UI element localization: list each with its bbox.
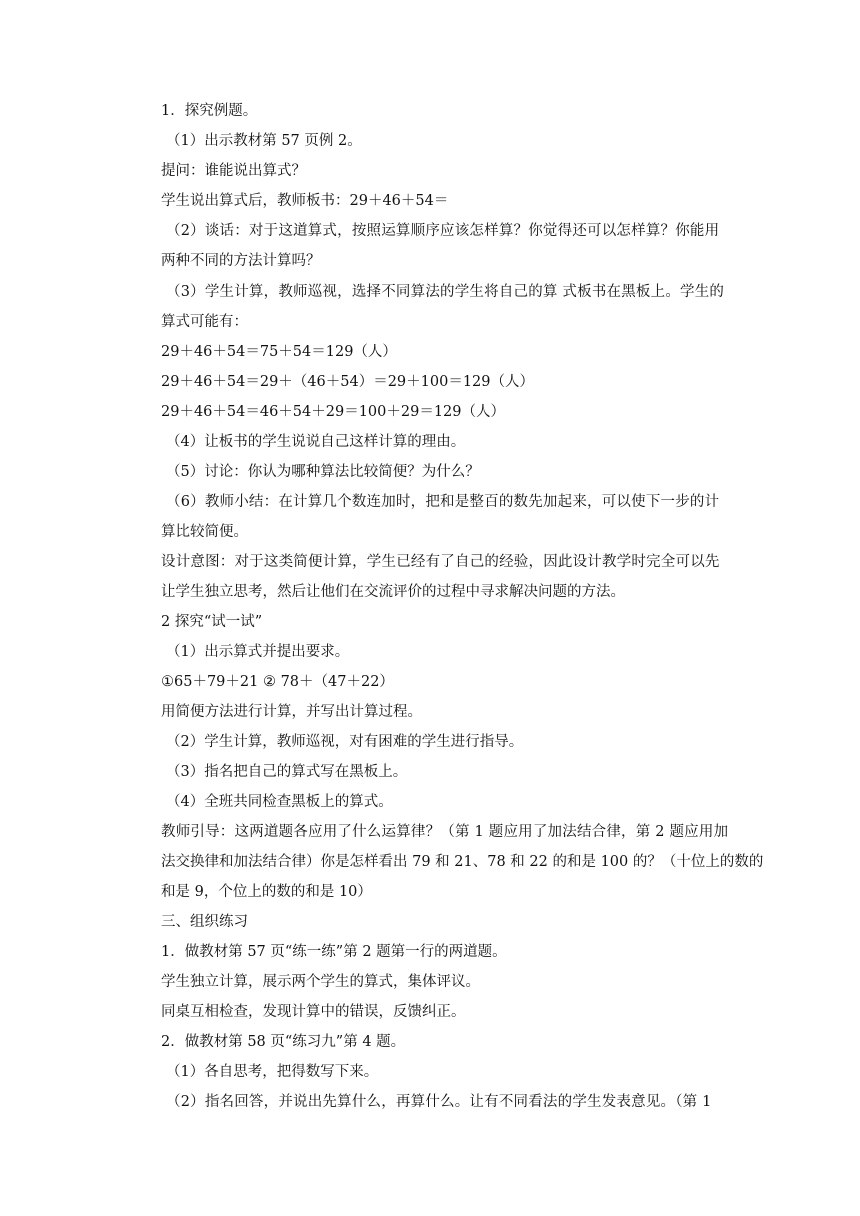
text-line: （4）全班共同检查黑板上的算式。 bbox=[166, 794, 393, 810]
text-line: 同桌互相检查，发现计算中的错误，反馈纠正。 bbox=[161, 1004, 466, 1020]
text-line: 法交换律和加法结合律）你是怎样看出 79 和 21、78 和 22 的和是 100 的？（十位上的数的 bbox=[161, 854, 764, 870]
text-line: （1）出示教材第 57 页例 2。 bbox=[166, 133, 362, 149]
text-line: 算式可能有： bbox=[161, 314, 248, 330]
text-line: 提问：谁能说出算式？ bbox=[161, 163, 306, 179]
text-line: 用简便方法进行计算，并写出计算过程。 bbox=[161, 704, 422, 720]
text-line: 和是 9，个位上的数的和是 10） bbox=[161, 884, 372, 900]
text-line: 29＋46＋54＝29＋（46＋54）＝29＋100＝129（人） bbox=[161, 374, 535, 390]
text-line: （2）学生计算，教师巡视，对有困难的学生进行指导。 bbox=[166, 734, 524, 750]
text-line: 教师引导：这两道题各应用了什么运算律？（第 1 题应用了加法结合律，第 2 题应用加 bbox=[161, 824, 729, 840]
text-line: 2 探究“试一试” bbox=[161, 614, 263, 630]
text-line: （6）教师小结：在计算几个数连加时，把和是整百的数先加起来，可以使下一步的计 bbox=[166, 494, 720, 510]
text-line: 两种不同的方法计算吗？ bbox=[161, 253, 321, 269]
text-line: 让学生独立思考，然后让他们在交流评价的过程中寻求解决问题的方法。 bbox=[161, 584, 625, 600]
text-line: （2）指名回答，并说出先算什么，再算什么。让有不同看法的学生发表意见。（第 1 bbox=[166, 1094, 712, 1110]
text-line: （4）让板书的学生说说自己这样计算的理由。 bbox=[166, 434, 466, 450]
text-line: 学生说出算式后，教师板书：29＋46＋54＝ bbox=[161, 193, 449, 209]
text-line: （3）学生计算，教师巡视，选择不同算法的学生将自己的算 式板书在黑板上。学生的 bbox=[166, 284, 725, 300]
text-line: 学生独立计算，展示两个学生的算式，集体评议。 bbox=[161, 974, 480, 990]
text-line: （2）谈话：对于这道算式，按照运算顺序应该怎样算？你觉得还可以怎样算？你能用 bbox=[166, 223, 720, 239]
section-heading: 三、组织练习 bbox=[161, 914, 248, 930]
text-line: 29＋46＋54＝46＋54＋29＝100＋29＝129（人） bbox=[161, 404, 506, 420]
text-line: 29＋46＋54＝75＋54＝129（人） bbox=[161, 344, 397, 360]
text-line: 2．做教材第 58 页“练习九”第 4 题。 bbox=[161, 1034, 406, 1050]
text-line: 1．探究例题。 bbox=[161, 103, 258, 119]
text-line: （3）指名把自己的算式写在黑板上。 bbox=[166, 764, 408, 780]
text-line: （1）各自思考，把得数写下来。 bbox=[166, 1064, 379, 1080]
text-line: （1）出示算式并提出要求。 bbox=[166, 644, 350, 660]
text-line: 设计意图：对于这类简便计算，学生已经有了自己的经验，因此设计教学时完全可以先 bbox=[161, 554, 720, 570]
text-line: 算比较简便。 bbox=[161, 524, 248, 540]
text-line: （5）讨论：你认为哪种算法比较简便？为什么？ bbox=[166, 464, 480, 480]
text-line: ①65＋79＋21 ② 78＋（47＋22） bbox=[161, 674, 394, 690]
text-line: 1．做教材第 57 页“练一练”第 2 题第一行的两道题。 bbox=[161, 944, 507, 960]
